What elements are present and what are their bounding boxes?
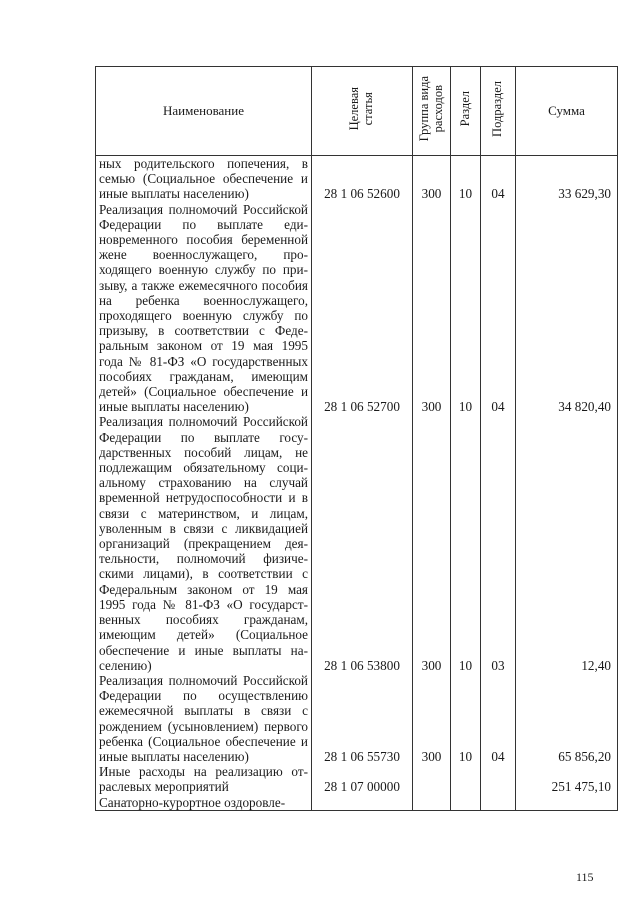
table-row [96,764,618,794]
row-target [312,795,413,811]
table-row [96,414,618,672]
row-group: 300 [413,414,451,672]
row-group: 300 [413,202,451,415]
row-sum [516,795,618,811]
row-group [413,764,451,794]
row-subsection [481,764,516,794]
page-number: 115 [576,870,594,884]
header-target-article: Целевая статья [312,67,413,156]
header-name: Наименование [96,67,312,156]
row-name: Иные расходы на реализацию отраслевых мероприятий [96,764,312,794]
row-sum: 65 856,20 [516,673,618,764]
table-row [96,156,618,202]
row-sum: 33 629,30 [516,156,618,202]
row-name: Реализация полномочий Российской Федерации по выплате государственных пособий лицам, не подлежащим обязательному социальному страхованию на случай временной нетрудоспособности и в связи с материнством, и лицам, уволенным в связи с ликвидацией организаций (прекращением деятельности, полномочий физическими лицами), в соответствии с Федеральным законом от 19 мая 1995 года № 81-ФЗ «О государственных пособиях гражданам, имеющим детей» (Социальное обеспечение и иные выплаты населению) [96,414,312,672]
row-target: 28 1 06 52600 [312,156,413,202]
row-section [451,764,481,794]
header-section: Раздел [451,67,481,156]
table-row [96,673,618,764]
table-row [96,202,618,415]
row-group [413,795,451,811]
row-name: Реализация полномочий Российской Федерации по осуществлению ежемесячной выплаты в связи с рождением (усыновлением) первого ребенка (Социальное обеспечение и иные выплаты населению) [96,673,312,764]
row-group: 300 [413,673,451,764]
row-subsection: 03 [481,414,516,672]
row-subsection: 04 [481,156,516,202]
table-header [96,67,618,156]
row-group: 300 [413,156,451,202]
row-target: 28 1 06 52700 [312,202,413,415]
header-subsection: Подраздел [481,67,516,156]
header-expense-group: Группа вида расходов [413,67,451,156]
row-target: 28 1 06 53800 [312,414,413,672]
row-sum: 12,40 [516,414,618,672]
row-sum: 34 820,40 [516,202,618,415]
row-name: Реализация полномочий Российской Федерации по выплате единовременного пособия беременной жене военнослужащего, проходящего военную службу по призыву, а также ежемесячного пособия на ребенка военнослужащего, проходящего военную службу по призыву, в соответствии с Федеральным законом от 19 мая 1995 года № 81-ФЗ «О государственных пособиях гражданам, имеющим детей» (Социальное обеспечение и иные выплаты населению) [96,202,312,415]
row-section [451,795,481,811]
row-name: Санаторно-курортное оздоровле- [96,795,312,811]
budget-table [95,66,618,811]
row-target: 28 1 06 55730 [312,673,413,764]
row-section: 10 [451,202,481,415]
row-subsection: 04 [481,673,516,764]
row-target: 28 1 07 00000 [312,764,413,794]
row-section: 10 [451,414,481,672]
header-sum: Сумма [516,67,618,156]
row-subsection: 04 [481,202,516,415]
row-sum: 251 475,10 [516,764,618,794]
table-row [96,795,618,811]
row-section: 10 [451,156,481,202]
row-name: ных родительского попечения, в семью (Социальное обеспечение и иные выплаты населению) [96,156,312,202]
row-subsection [481,795,516,811]
row-section: 10 [451,673,481,764]
